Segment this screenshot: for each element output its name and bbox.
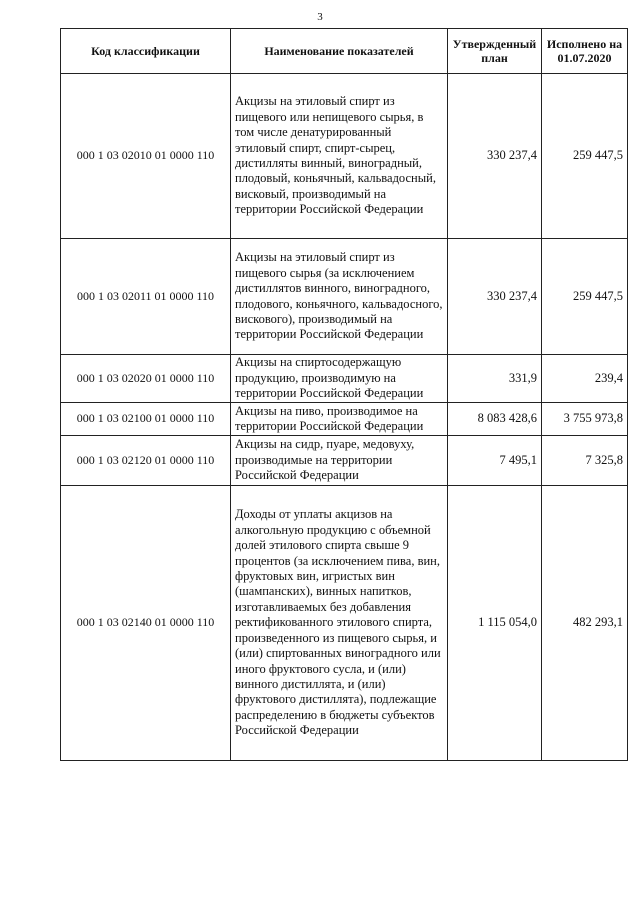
row-plan: 331,9	[448, 355, 542, 403]
page-number: 3	[317, 11, 323, 23]
row-code: 000 1 03 02140 01 0000 110	[61, 486, 231, 761]
row-executed: 259 447,5	[542, 239, 628, 355]
table-row	[61, 239, 628, 355]
row-name: Акцизы на сидр, пуаре, медовуху, производимые на территории Российской Федерации	[231, 436, 448, 486]
row-code: 000 1 03 02011 01 0000 110	[61, 239, 231, 355]
row-executed: 259 447,5	[542, 74, 628, 239]
header-plan: Утвержденный план	[448, 29, 542, 74]
row-name: Акцизы на спиртосодержащую продукцию, производимую на территории Российской Федерации	[231, 355, 448, 403]
row-executed: 239,4	[542, 355, 628, 403]
row-name: Акцизы на этиловый спирт из пищевого сырья (за исключением дистиллятов винного, виноградного, плодового, коньячного, кальвадосного, вискового), производимый на территории Российской Федерации	[231, 239, 448, 355]
header-executed: Исполнено на 01.07.2020	[542, 29, 628, 74]
row-plan: 330 237,4	[448, 239, 542, 355]
row-plan: 330 237,4	[448, 74, 542, 239]
row-code: 000 1 03 02120 01 0000 110	[61, 436, 231, 486]
row-plan: 7 495,1	[448, 436, 542, 486]
row-code: 000 1 03 02010 01 0000 110	[61, 74, 231, 239]
table-header-row	[61, 29, 628, 74]
row-executed: 482 293,1	[542, 486, 628, 761]
row-name: Акцизы на этиловый спирт из пищевого или непищевого сырья, в том числе денатурированный этиловый спирт, спирт-сырец, дистилляты винный, виноградный, плодовый, коньячный, кальвадосный, висковый, производимый на территории Российской Федерации	[231, 74, 448, 239]
table-row	[61, 355, 628, 403]
header-code: Код классификации	[61, 29, 231, 74]
row-executed: 3 755 973,8	[542, 403, 628, 436]
header-name: Наименование показателей	[231, 29, 448, 74]
row-name: Доходы от уплаты акцизов на алкогольную продукцию с объемной долей этилового спирта свыше 9 процентов (за исключением пива, вин, фруктовых вин, игристых вин (шампанских), винных напитков, изготавливаемых без добавления ректификованного этилового спирта, произведенного из пищевого сырья, и (или) спиртованных виноградного или иного фруктового сусла, и (или) винного дистиллята, и (или) фруктового дистиллята), подлежащие распределению в бюджеты субъектов Российской Федерации	[231, 486, 448, 761]
budget-table	[60, 28, 628, 761]
row-name: Акцизы на пиво, производимое на территории Российской Федерации	[231, 403, 448, 436]
table-row	[61, 403, 628, 436]
table-row	[61, 74, 628, 239]
row-code: 000 1 03 02020 01 0000 110	[61, 355, 231, 403]
table-row	[61, 486, 628, 761]
row-executed: 7 325,8	[542, 436, 628, 486]
table-row	[61, 436, 628, 486]
row-plan: 8 083 428,6	[448, 403, 542, 436]
row-code: 000 1 03 02100 01 0000 110	[61, 403, 231, 436]
row-plan: 1 115 054,0	[448, 486, 542, 761]
